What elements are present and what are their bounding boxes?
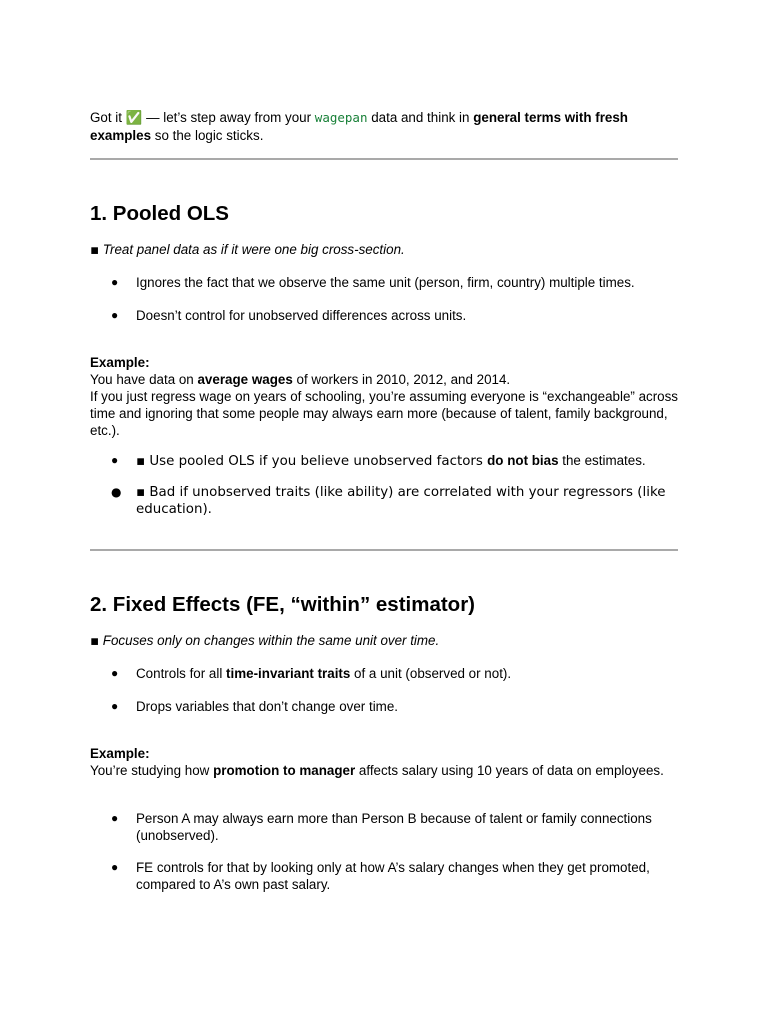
intro-text-middle: data and think in — [367, 110, 474, 125]
intro-text-start: Got it ✅ — let’s step away from your — [90, 110, 315, 125]
list-item — [90, 665, 680, 682]
intro-paragraph — [90, 109, 680, 145]
bullet-list-fe-example — [90, 810, 680, 893]
section-lead-pooled — [90, 241, 405, 260]
bullet-icon: ● — [111, 308, 119, 322]
example-text: You have data on — [90, 372, 198, 387]
list-item — [90, 307, 680, 324]
bullet-icon: ● — [111, 811, 119, 825]
missing-glyph-icon: ▪ — [136, 454, 146, 469]
missing-glyph-icon: ▪ — [90, 243, 100, 258]
bullet-list-pooled-verdict — [90, 452, 680, 518]
list-item — [90, 484, 680, 518]
list-item-text: Drops variables that don’t change over time. — [136, 699, 399, 714]
example-text: affects salary using 10 years of data on employees. — [355, 763, 664, 778]
lead-text: Focuses only on changes within the same unit over time. — [99, 633, 440, 648]
list-item — [90, 859, 680, 893]
bullet-icon: ● — [111, 485, 122, 499]
section-lead-fe — [90, 632, 439, 651]
example-label: Example: — [90, 746, 150, 761]
list-item-text: Controls for all — [136, 666, 227, 681]
example-block-fe — [90, 745, 680, 779]
list-item-bold: time-invariant traits — [226, 666, 351, 681]
bullet-icon: ● — [111, 275, 119, 289]
missing-glyph-icon: ▪ — [90, 634, 100, 649]
section-heading-fixed-effects: 2. Fixed Effects (FE, “within” estimator) — [90, 593, 476, 616]
list-item-text: Person A may always earn more than Person B because of talent or family connections (unobserved). — [136, 811, 652, 843]
list-item-text: Use pooled OLS if you believe unobserved factors — [145, 454, 488, 469]
example-label: Example: — [90, 355, 150, 370]
example-text: You’re studying how — [90, 763, 214, 778]
bullet-list-pooled — [90, 274, 680, 324]
bullet-icon: ● — [111, 453, 119, 467]
list-item-text: Doesn’t control for unobserved differences across units. — [136, 308, 467, 323]
example-bold-text: average wages — [197, 372, 293, 387]
list-item — [90, 810, 680, 844]
section-heading-pooled-ols: 1. Pooled OLS — [90, 202, 229, 225]
example-block-pooled — [90, 354, 680, 439]
horizontal-rule — [90, 549, 678, 551]
bullet-icon: ● — [111, 860, 119, 874]
inline-code-wagepan: wagepan — [314, 110, 368, 125]
list-item-bold: do not bias — [487, 453, 559, 468]
list-item-text: of a unit (observed or not). — [350, 666, 512, 681]
lead-text: Treat panel data as if it were one big cross-section. — [99, 242, 405, 257]
list-item — [90, 274, 680, 291]
bullet-icon: ● — [111, 666, 119, 680]
bullet-icon: ● — [111, 699, 119, 713]
missing-glyph-icon: ▪ — [136, 485, 146, 500]
list-item — [90, 698, 680, 715]
list-item-text: Ignores the fact that we observe the same unit (person, firm, country) multiple times. — [136, 275, 635, 290]
intro-text-end: so the logic sticks. — [151, 128, 264, 143]
bullet-list-fe — [90, 665, 680, 715]
example-text: of workers in 2010, 2012, and 2014. — [292, 372, 511, 387]
list-item-text: the estimates. — [558, 453, 646, 468]
list-item-text: FE controls for that by looking only at how A’s salary changes when they get promoted, compared to A’s own past salary. — [136, 860, 650, 892]
list-item-text: Bad if unobserved traits (like ability) are correlated with your regressors (like education). — [136, 485, 666, 517]
example-bold-text: promotion to manager — [213, 763, 356, 778]
horizontal-rule — [90, 158, 678, 160]
list-item — [90, 452, 680, 470]
example-text: If you just regress wage on years of schooling, you’re assuming everyone is “exchangeable” across time and ignoring that some people may always earn more (because of talent, family background, etc.). — [90, 389, 679, 438]
intro-bold-text: general terms with fresh examples — [90, 110, 628, 143]
